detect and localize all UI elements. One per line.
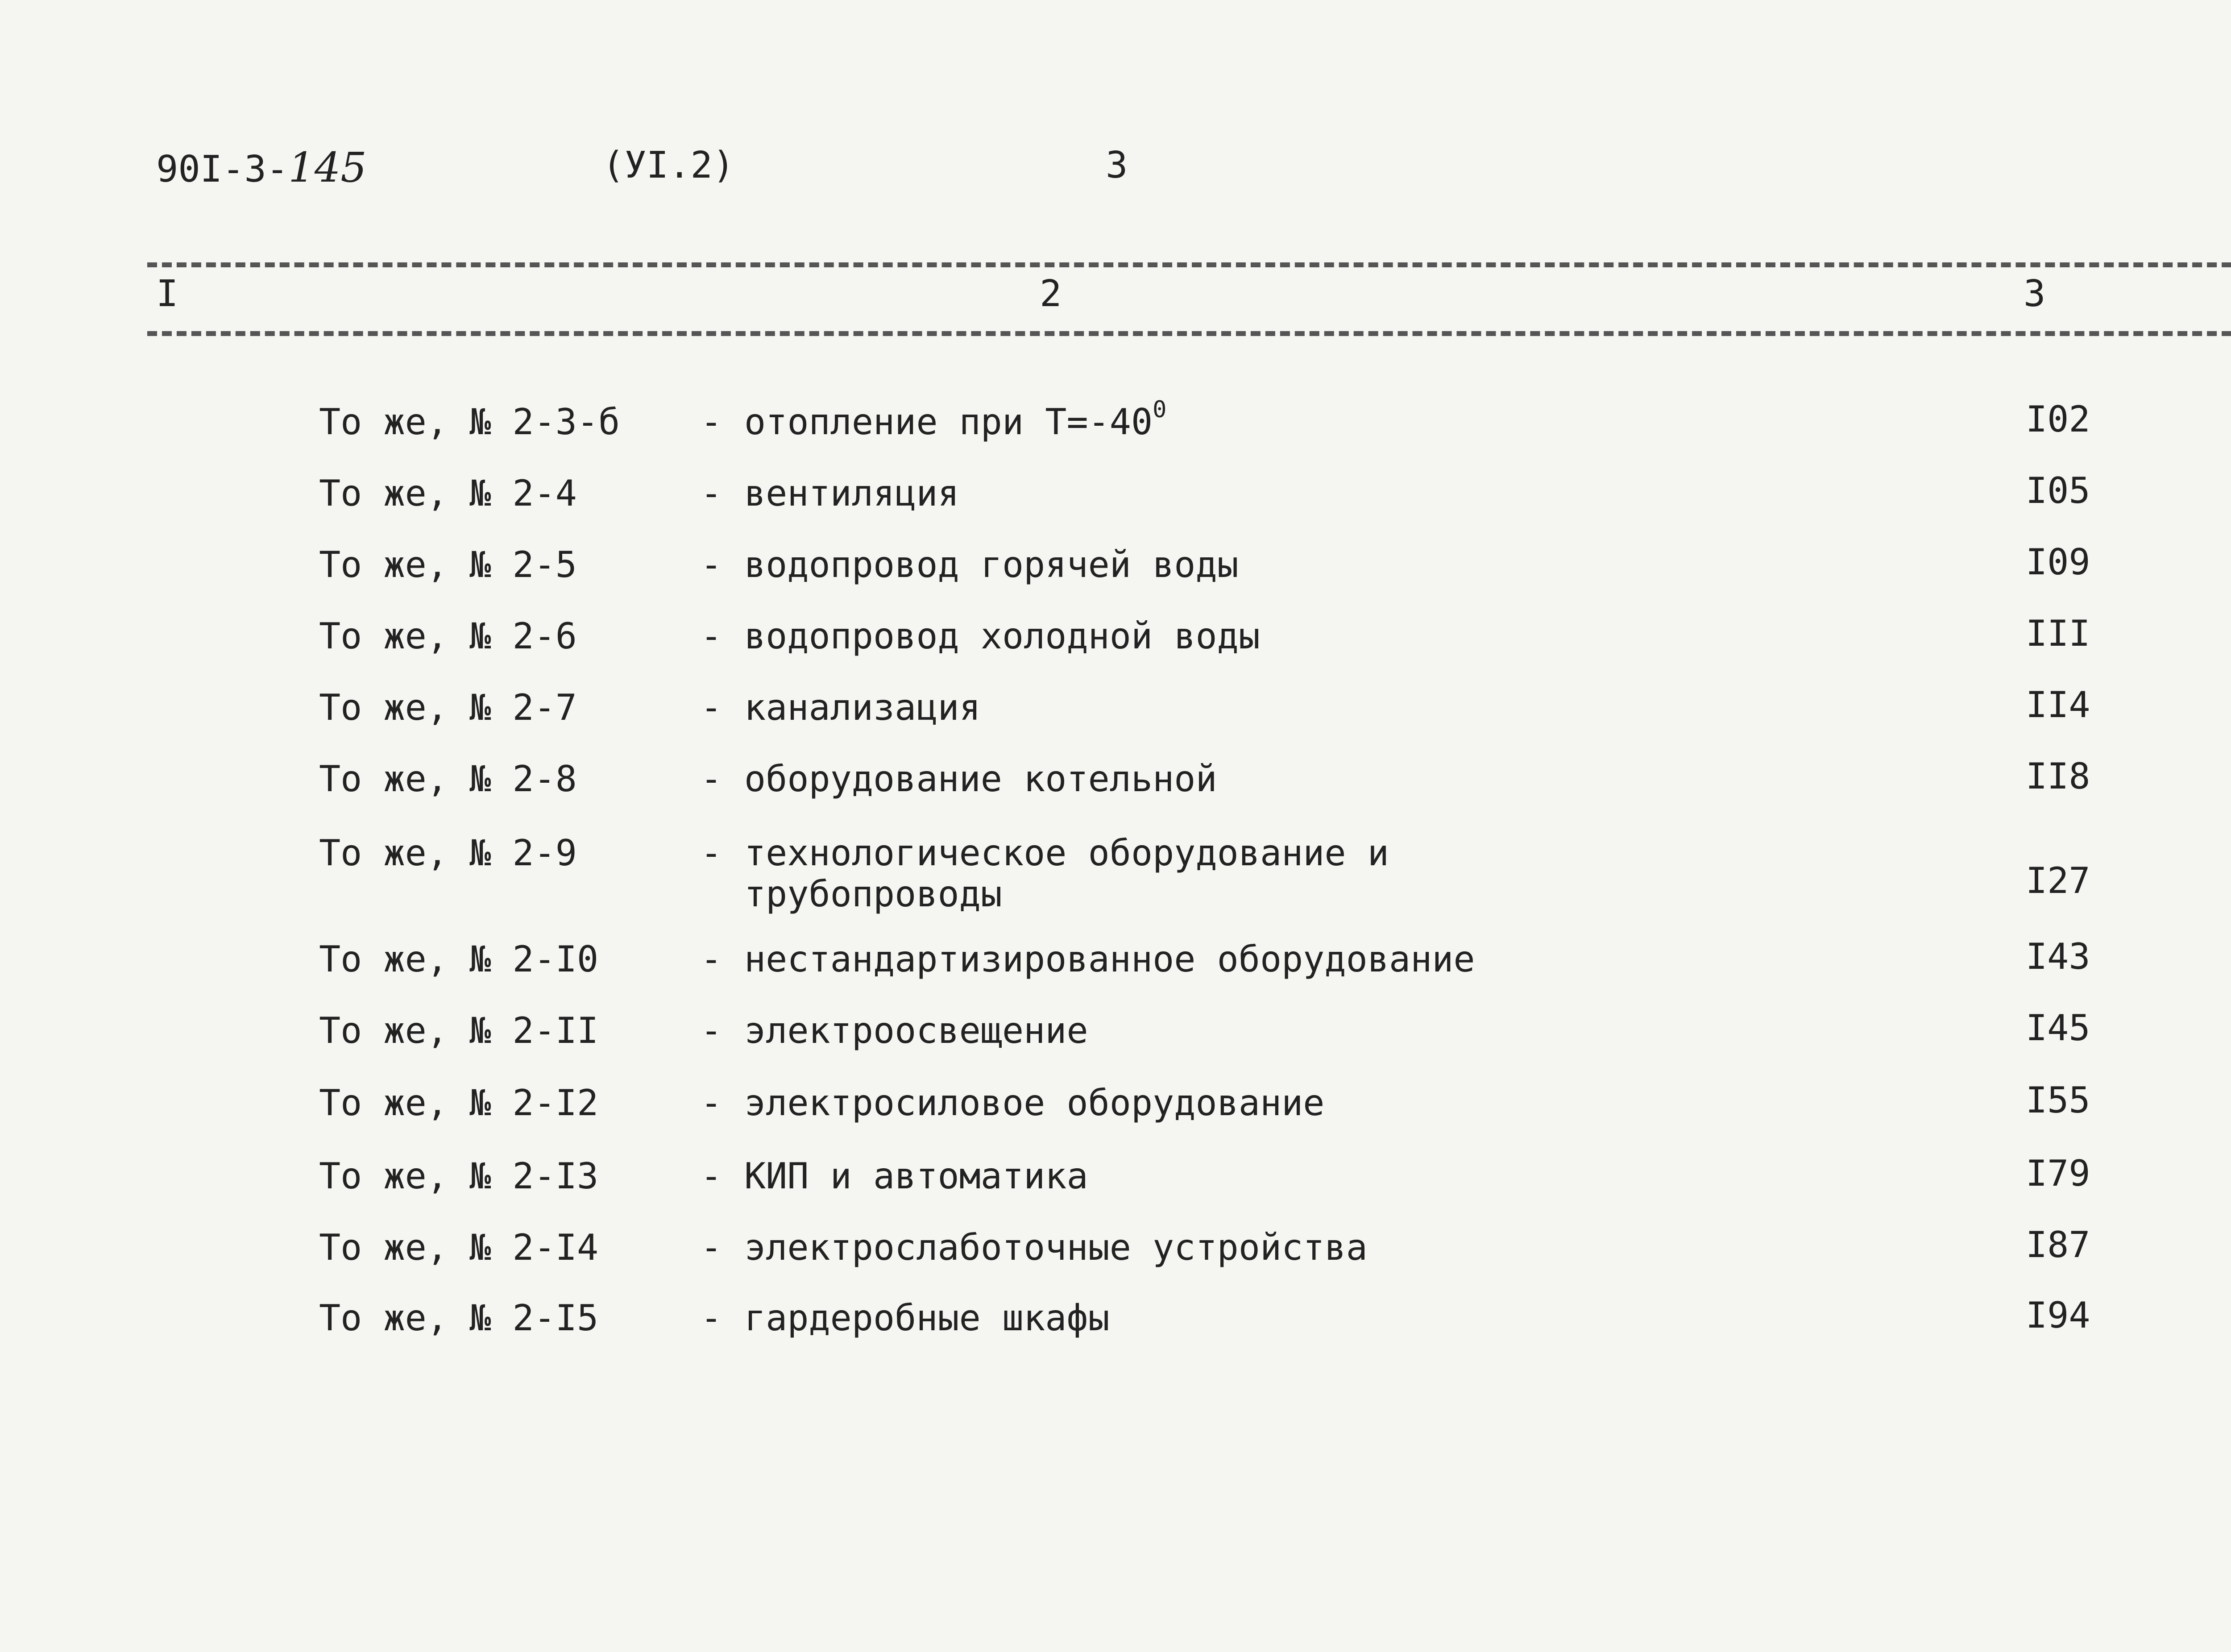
drawing-reference: То же, № 2-5	[319, 544, 577, 585]
page-reference: I43	[2026, 936, 2090, 977]
page-reference: I45	[2026, 1007, 2090, 1049]
table-header-rule	[147, 331, 2231, 336]
item-description: электроосвещение	[744, 1010, 1088, 1051]
document-code	[156, 144, 367, 191]
item-description: электрослаботочные устройства	[744, 1227, 1368, 1268]
drawing-reference: То же, № 2-3-б	[319, 401, 620, 443]
drawing-reference: То же, № 2-I5	[319, 1297, 599, 1339]
section-label: (УI.2)	[602, 144, 735, 187]
dash-separator: -	[701, 615, 722, 657]
item-description: канализация	[744, 687, 981, 728]
page-reference: II8	[2026, 755, 2090, 797]
item-description	[744, 396, 1167, 443]
dash-separator: -	[701, 938, 722, 980]
item-description: КИП и автоматика	[744, 1155, 1088, 1197]
dash-separator: -	[701, 758, 722, 800]
table-top-rule	[147, 262, 2231, 267]
dash-separator: -	[701, 1010, 722, 1051]
column-header-2: 2	[1040, 273, 1062, 315]
column-header-3: 3	[2024, 273, 2046, 315]
dash-separator: -	[701, 1082, 722, 1124]
dash-separator: -	[701, 832, 722, 874]
page-number: 3	[1106, 144, 1128, 187]
page-reference: III	[2026, 613, 2090, 654]
page-reference: I27	[2026, 860, 2090, 901]
page-reference: I87	[2026, 1224, 2090, 1266]
document-code-prefix: 90I-3-	[156, 148, 289, 191]
dash-separator: -	[701, 544, 722, 585]
item-description-line-2: трубопроводы	[744, 873, 1002, 915]
page-reference: I05	[2026, 470, 2090, 511]
drawing-reference: То же, № 2-9	[319, 832, 577, 874]
page-reference: I79	[2026, 1153, 2090, 1194]
page-reference: I09	[2026, 541, 2090, 583]
dash-separator: -	[701, 1297, 722, 1339]
page-reference: I02	[2026, 398, 2090, 440]
drawing-reference: То же, № 2-II	[319, 1010, 599, 1051]
item-description: вентиляция	[744, 473, 959, 514]
drawing-reference: То же, № 2-7	[319, 687, 577, 728]
item-description	[744, 833, 1389, 915]
page-reference: II4	[2026, 684, 2090, 726]
page-reference: I94	[2026, 1295, 2090, 1336]
drawing-reference: То же, № 2-6	[319, 615, 577, 657]
item-description: электросиловое оборудование	[744, 1082, 1325, 1124]
item-description-text: отопление при Т=-40	[744, 401, 1153, 443]
dash-separator: -	[701, 473, 722, 514]
item-description-line-1: технологическое оборудование и	[744, 832, 1389, 874]
drawing-reference: То же, № 2-8	[319, 758, 577, 800]
drawing-reference: То же, № 2-I4	[319, 1227, 599, 1268]
dash-separator: -	[701, 687, 722, 728]
item-description: нестандартизированное оборудование	[744, 938, 1475, 980]
column-header-1: I	[156, 273, 178, 315]
dash-separator: -	[701, 1227, 722, 1268]
dash-separator: -	[701, 401, 722, 443]
item-description: водопровод горячей воды	[744, 544, 1239, 585]
drawing-reference: То же, № 2-I2	[319, 1082, 599, 1124]
item-description: оборудование котельной	[744, 758, 1217, 800]
item-description: гардеробные шкафы	[744, 1297, 1110, 1339]
drawing-reference: То же, № 2-4	[319, 473, 577, 514]
document-code-handwritten: 145	[288, 144, 367, 191]
dash-separator: -	[701, 1155, 722, 1197]
page-reference: I55	[2026, 1079, 2090, 1121]
drawing-reference: То же, № 2-I3	[319, 1155, 599, 1197]
degree-superscript: 0	[1153, 396, 1167, 423]
drawing-reference: То же, № 2-I0	[319, 938, 599, 980]
item-description: водопровод холодной воды	[744, 615, 1260, 657]
